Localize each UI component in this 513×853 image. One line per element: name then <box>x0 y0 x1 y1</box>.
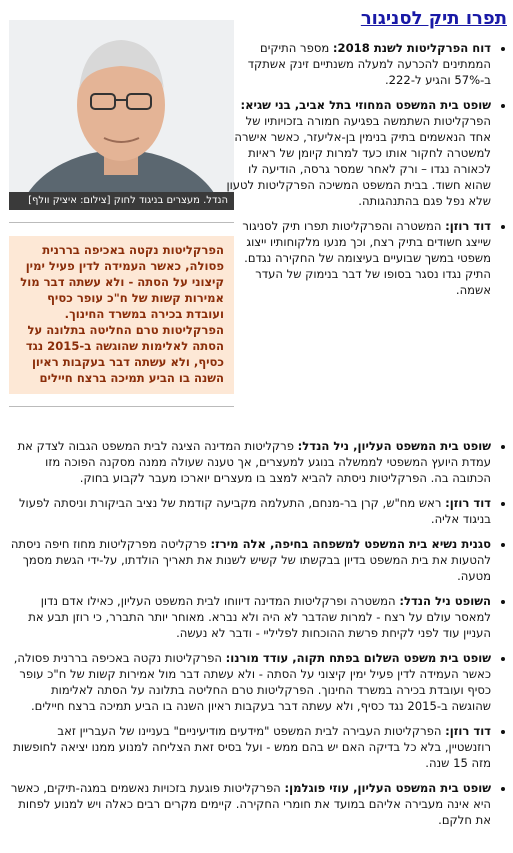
item-text: המשטרה ופרקליטות המדינה דיווחו לבית המשפט העליון, כאילו אדם נדון למאסר עולם על רצח - למרות שהדבר לא היה ולא נברא. מאוחר יותר התברר, כי רוזן תבע את העניין עוד לפני לקיחת פרשת ההוכחות לפליליי - ודבר לא נעשה. <box>28 594 491 640</box>
divider <box>9 406 234 407</box>
list-item <box>226 218 491 298</box>
divider <box>9 222 234 223</box>
item-text: הפרקליטות העבירה לבית המשפט "מידעים מודיעיניים" בעניינו של העבריין זאב רוזנשטיין, בלא כל בדיקה האם יש בהם ממש - ועל בסיס זאת הצליחה למנוע ממנו יציאה לחופשות מזה 15 שנה. <box>13 724 491 770</box>
item-speaker: שופט בית המשפט המחוזי בתל אביב, בני שגיא: <box>240 98 491 112</box>
item-text: המשטרה והפרקליטות תפרו תיק לסניגור שייצג חשודים בתיק רצח, וכך מנעו מלקוחותיו ייצוג משפטי במשך שבועיים בעיצומה של החקירה נגדם. התיק נגדו נסגר בסופו של דבר בנימוק של העדר אשמה. <box>242 219 491 297</box>
list-item <box>8 495 491 527</box>
list-item <box>8 593 491 641</box>
findings-list <box>226 40 505 307</box>
item-text: הפרקליטות נקטה באכיפה בררנית פסולה, כאשר העמידה לדין פעיל ימין קיצוני על הסתה - ולא עשתה דבר מול אמירות קשות של ח"כ עופר כסיף ועובדת בכירה במשרד החינוך. הפרקליטות טרם החליטה בתלונה על הסתה לאלימות שהוגשה ב-2015 נגד כסיף, ולא עשתה דבר בעקבות ראיון השנה בו הביע תמיכה ברצח חיילים. <box>13 651 491 713</box>
article-photo <box>9 20 234 210</box>
list-item <box>226 40 491 88</box>
item-text: מספר התיקים הממתינים להכרעה למעלה משנתיים זינק אשתקד ב-57% והגיע ל-222. <box>247 41 491 87</box>
item-speaker: שופט בית המשפט העליון, עוזי פוגלמן: <box>284 781 491 795</box>
page-title[interactable]: תפרו תיק לסניגור <box>360 8 507 29</box>
item-speaker: דוח הפרקליטות לשנת 2018: <box>332 41 491 55</box>
item-text: פרקליטה מפרקליטות מחוז חיפה ניסתה להטעות את בית המשפט בדיון בבקשתו של קשיש לשנות את תאריך הולדתו, על-ידי הגשת מסמך מטעה. <box>10 537 491 583</box>
item-speaker: דוד רוזן: <box>445 219 491 233</box>
list-item <box>8 650 491 714</box>
findings-list-wide <box>8 438 505 837</box>
item-speaker: שופט בית משפט השלום בפתח תקוה, עודד מורנו: <box>225 651 491 665</box>
item-text: פרקליטות המדינה הציגה לבית המשפט הגבוה לצדק את עמדת היועץ המשפטי לממשלה בנוגע למעצרים, אך טענה שעולה ממנה מסקנה הפוכה מזו הכתובה בה. הפרקליטות ניסתה להביא למצב בו מעצרים יוארכו מעבר לקבוע בחוק. <box>17 439 491 485</box>
pull-quote: הפרקליטות נקטה באכיפה בררנית פסולה, כאשר העמידה לדין פעיל ימין קיצוני על הסתה - ולא עשתה דבר מול אמירות קשות של ח"כ עופר כסיף ועובדת בכירה במשרד החינוך. הפרקליטות טרם החליטה בתלונה על הסתה לאלימות שהוגשה ב-2015 נגד כסיף, ולא עשתה דבר בעקבות ראיון השנה בו הביע תמיכה ברצח חיילים <box>9 236 234 394</box>
list-item <box>8 723 491 771</box>
list-item <box>8 438 491 486</box>
item-text: הפרקליטות פוגעת בזכויות נאשמים במגה-תיקים, כאשר היא אינה מעבירה אליהם במועד את חומרי החקירה. קיימים מקרים רבים כאלה ויש למנוע לפחות את חלקם. <box>10 781 491 827</box>
item-speaker: דוד רוזן: <box>445 496 491 510</box>
list-item <box>226 97 491 209</box>
portrait-image <box>9 20 234 195</box>
photo-caption: הנדל. מעצרים בניגוד לחוק [צילום: איציק וולף] <box>9 192 234 210</box>
item-speaker: שופט בית המשפט העליון, ניל הנדל: <box>297 439 491 453</box>
list-item <box>8 780 491 828</box>
item-text: ראש מח"ש, קרן בר-מנחם, התעלמה מקביעה קודמת של נציב הביקורת וניסתה לפעול בניגוד אליה. <box>18 496 491 526</box>
item-speaker: סגנית נשיא בית המשפט למשפחה בחיפה, אלה מירז: <box>210 537 491 551</box>
list-item <box>8 536 491 584</box>
item-speaker: דוד רוזן: <box>445 724 491 738</box>
item-text: הפרקליטות השתמשה בפגיעה חמורה בזכויותיו של אחד הנאשמים בתיק בנימין בן-אליעזר, כאשר אישרה למשטרה לחקור אותו כעד למרות קיומן של ראיות לכאורה נגדו – ורק לאחר שמסר גרסה, הודיעה לו שהוא חשוד. בבית המשפט המשיכה הפרקליטות לטעון שלא נפל פגם בהתנהגותה. <box>226 114 491 208</box>
item-speaker: השופט ניל הנדל: <box>399 594 491 608</box>
